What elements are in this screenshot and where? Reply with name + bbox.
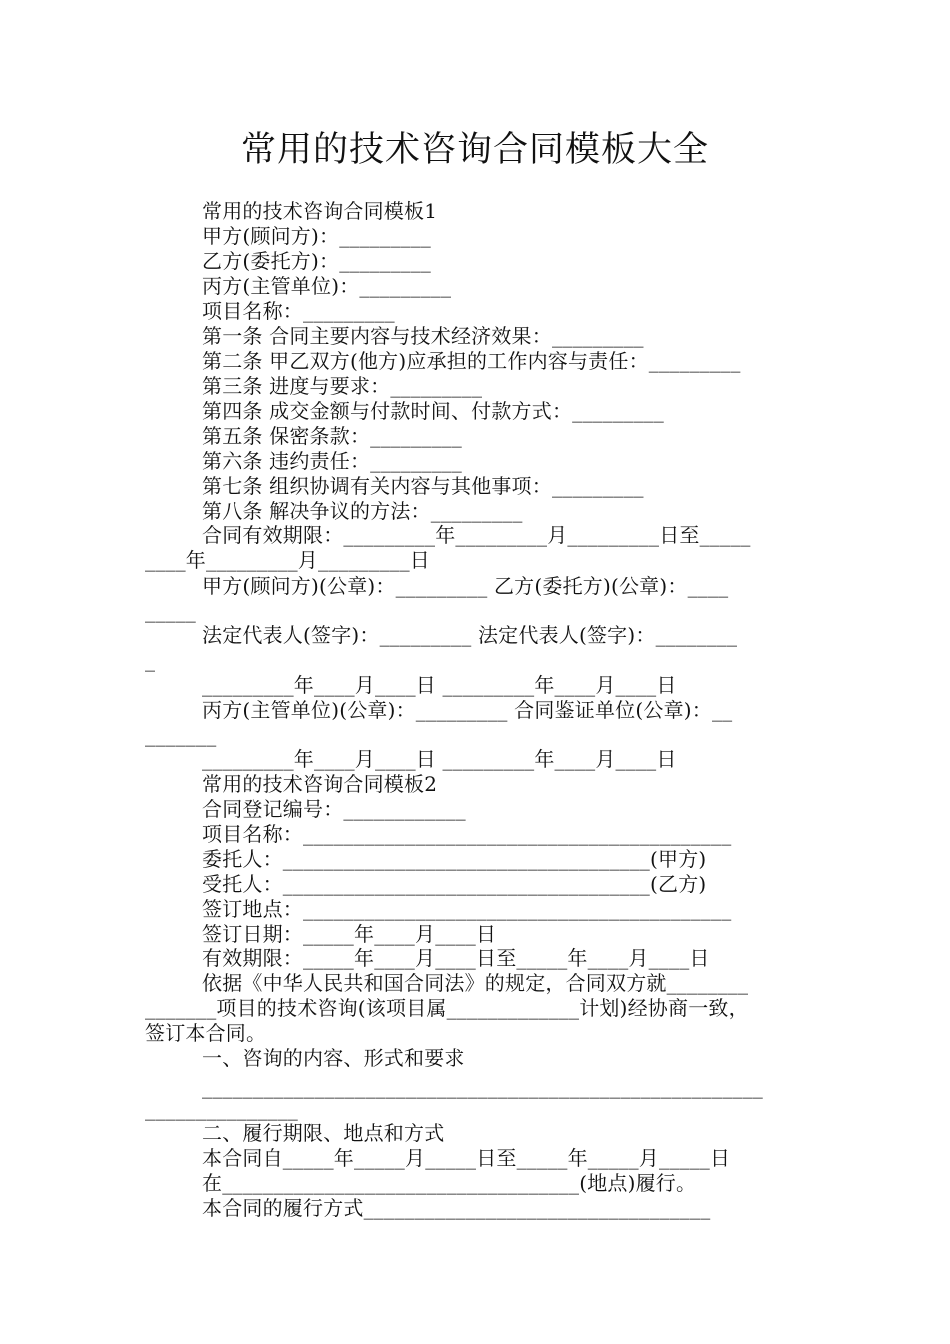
text-line: 项目名称：_________ — [202, 299, 395, 323]
text-line: _______项目的技术咨询(该项目属_____________计划)经协商一致， — [145, 996, 749, 1020]
text-line: 法定代表人(签字)：_________ 法定代表人(签字)：________ — [202, 623, 738, 647]
text-line: _________年____月____日 _________年____月____日 — [202, 747, 677, 771]
section-heading: 一、咨询的内容、形式和要求 — [202, 1046, 465, 1070]
text-line: 本合同自_____年_____月_____日至_____年_____月_____日 — [202, 1146, 731, 1170]
text-line: 签订地点：__________________________________________ — [202, 897, 732, 921]
document-title: 常用的技术咨询合同模板大全 — [240, 130, 709, 170]
text-line: _ — [145, 648, 156, 672]
text-line: 乙方(委托方)：_________ — [202, 249, 432, 273]
text-line: _______________ — [145, 1097, 298, 1121]
text-line: 甲方(顾问方)(公章)：_________ 乙方(委托方)(公章)：____ — [202, 574, 729, 598]
text-line: 第一条 合同主要内容与技术经济效果：_________ — [202, 324, 644, 348]
text-line: 丙方(主管单位)(公章)：_________ 合同鉴证单位(公章)：__ — [202, 698, 733, 722]
text-line: 合同登记编号：____________ — [202, 797, 466, 821]
text-line: 委托人：____________________________________(甲方) — [202, 847, 707, 871]
text-line: 第五条 保密条款：_________ — [202, 424, 462, 448]
text-line: 第四条 成交金额与付款时间、付款方式：_________ — [202, 399, 664, 423]
text-line: 项目名称：__________________________________________ — [202, 822, 732, 846]
text-line: 第七条 组织协调有关内容与其他事项：_________ — [202, 474, 644, 498]
text-line: 有效期限：_____年____月____日至_____年____月____日 — [202, 946, 710, 970]
text-line: 第八条 解决争议的方法：_________ — [202, 499, 523, 523]
section-heading: 常用的技术咨询合同模板2 — [202, 772, 438, 796]
text-line: 在___________________________________(地点)履行。 — [202, 1171, 697, 1195]
text-line: 签订日期：_____年____月____日 — [202, 922, 497, 946]
text-line: 依据《中华人民共和国合同法》的规定，合同双方就________ — [202, 971, 749, 995]
text-line: 第三条 进度与要求：_________ — [202, 374, 483, 398]
text-line: 第二条 甲乙双方(他方)应承担的工作内容与责任：_________ — [202, 349, 741, 373]
section-heading: 二、履行期限、地点和方式 — [202, 1121, 445, 1145]
text-line: 签订本合同。 — [145, 1021, 267, 1045]
text-line: ____年_________月_________日 — [145, 548, 430, 572]
text-line: 本合同的履行方式__________________________________ — [202, 1196, 711, 1220]
text-line: 受托人：____________________________________(乙方) — [202, 872, 707, 896]
text-line: _______ — [145, 723, 217, 747]
text-line: _____ — [145, 599, 196, 623]
text-line: _______________________________________________________ — [202, 1075, 763, 1099]
section-heading: 常用的技术咨询合同模板1 — [202, 199, 438, 223]
text-line: 合同有效期限：_________年_________月_________日至_____ — [202, 523, 751, 547]
text-line: _________年____月____日 _________年____月____日 — [202, 673, 677, 697]
text-line: 第六条 违约责任：_________ — [202, 449, 462, 473]
text-line: 甲方(顾问方)：_________ — [202, 224, 432, 248]
text-line: 丙方(主管单位)：_________ — [202, 274, 452, 298]
